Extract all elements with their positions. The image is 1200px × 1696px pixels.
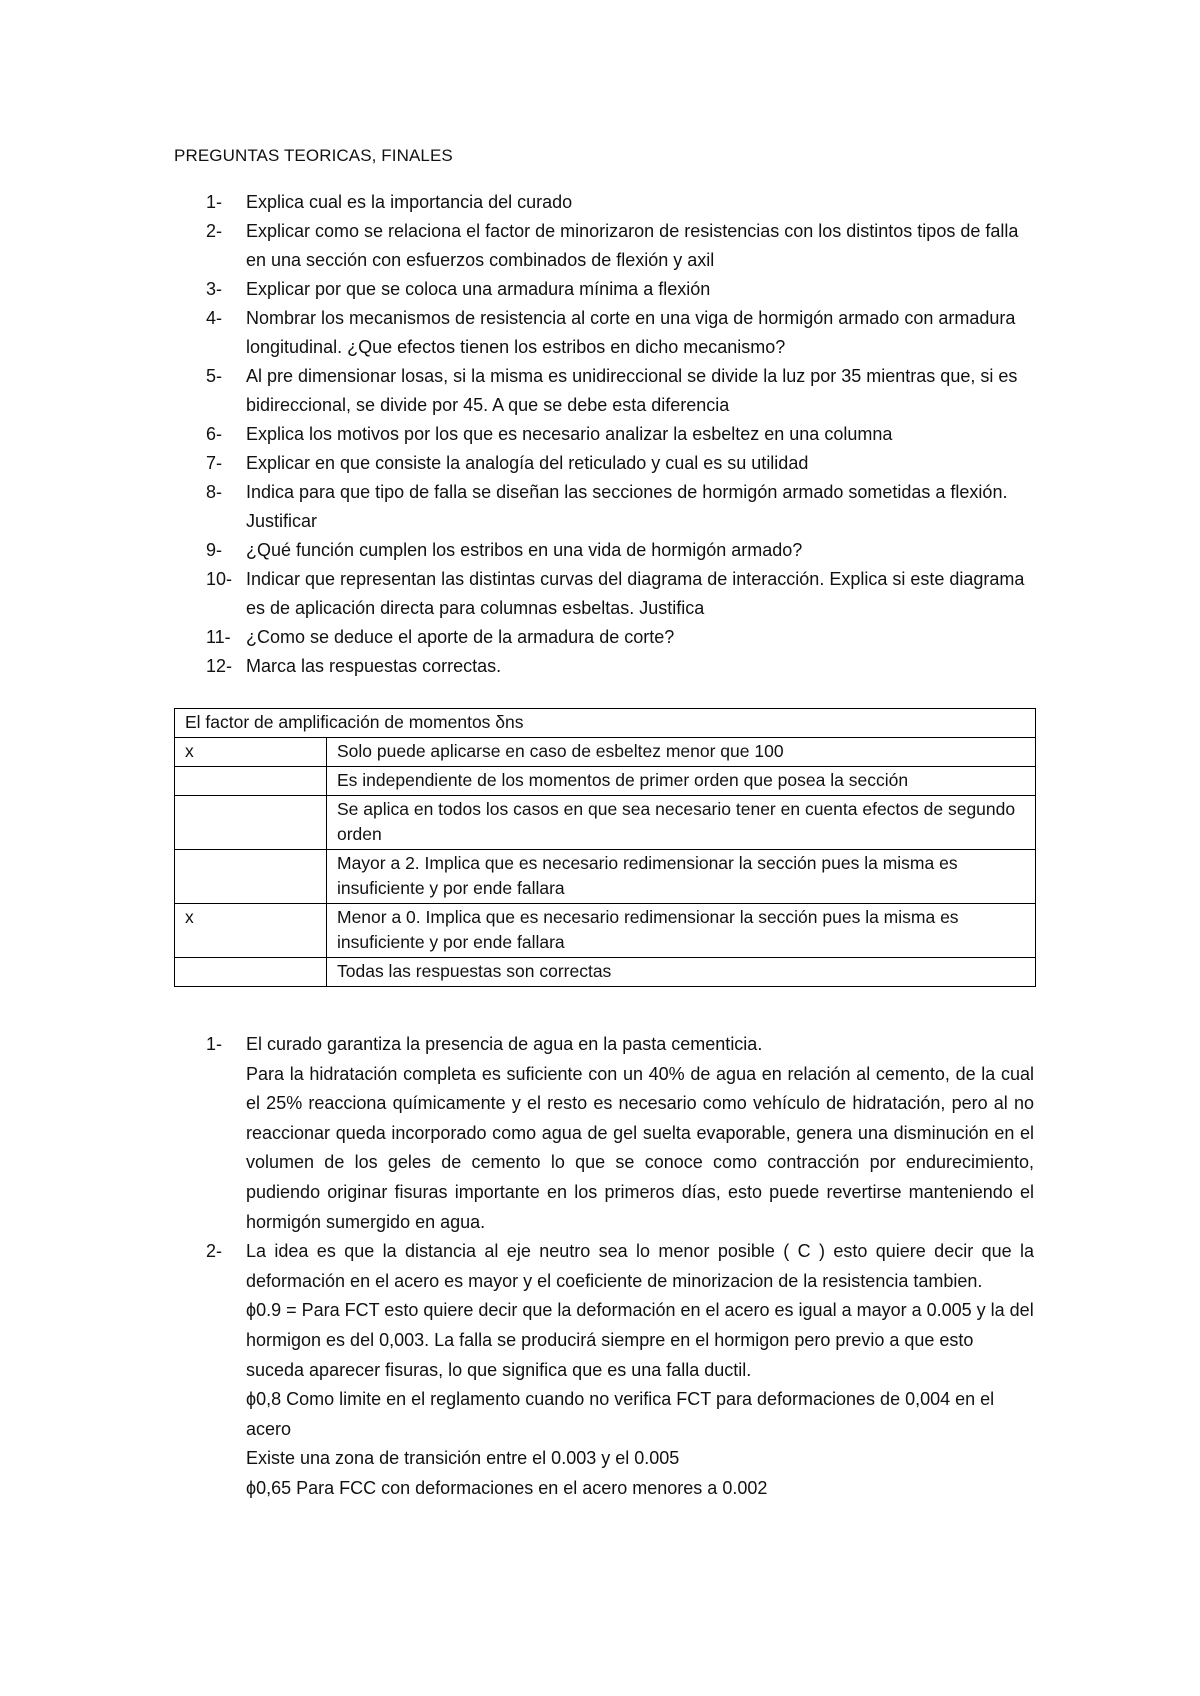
question-text: Explicar por que se coloca una armadura mínima a flexión [246,279,711,299]
answer-mark [175,767,327,796]
question-text: Indicar que representan las distintas curvas del diagrama de interacción. Explica si este diagrama es de aplicación directa para columnas esbeltas. Justifica [246,569,1025,618]
question-item [174,565,1034,623]
answer-paragraph: ϕ0.9 = Para FCT esto quiere decir que la deformación en el acero es igual a mayor a 0.005 y la del hormigon es del 0,003. La falla se producirá siempre en el hormigon pero previo a que esto suceda aparecer fisuras, lo que significa que es una falla ductil. [246,1300,1034,1380]
question-text: Nombrar los mecanismos de resistencia al corte en una viga de hormigón armado con armadura longitudinal. ¿Que efectos tienen los estribos en dicho mecanismo? [246,308,1016,357]
question-item [174,217,1034,275]
question-number: 3- [206,279,223,299]
question-text: Explica los motivos por los que es necesario analizar la esbeltez en una columna [246,424,893,444]
question-text: Marca las respuestas correctas. [246,656,502,676]
question-number: 6- [206,424,223,444]
table-row [175,796,1036,850]
answer-item [174,1237,1034,1503]
answer-number: 2- [206,1241,223,1262]
question-number: 1- [206,192,223,212]
page-title: PREGUNTAS TEORICAS, FINALES [174,146,453,165]
table-header: El factor de amplificación de momentos δns [175,709,1036,738]
table-row [175,738,1036,767]
question-number: 4- [206,308,223,328]
question-text: Al pre dimensionar losas, si la misma es unidireccional se divide la luz por 35 mientras que, si es bidireccional, se divide por 45. A que se debe esta diferencia [246,366,1018,415]
answer-mark [175,850,327,904]
option-text: Todas las respuestas son correctas [327,958,1036,987]
table-row [175,850,1036,904]
table-header-row [175,709,1036,738]
question-item [174,536,1034,565]
question-number: 5- [206,366,223,386]
question-number: 10- [206,569,233,589]
question-number: 9- [206,540,223,560]
question-number: 12- [206,656,233,676]
answer-item [174,1030,1034,1237]
question-text: ¿Qué función cumplen los estribos en una vida de hormigón armado? [246,540,803,560]
multiple-choice-table [174,708,1036,987]
question-item [174,304,1034,362]
question-item [174,420,1034,449]
answer-paragraph: La idea es que la distancia al eje neutro sea lo menor posible ( C ) esto quiere decir que la deformación en el acero es mayor y el coeficiente de minorizacion de la resistencia tambien. [246,1241,1034,1291]
question-text: Explica cual es la importancia del curado [246,192,573,212]
answer-number: 1- [206,1034,223,1054]
question-text: Indica para que tipo de falla se diseñan las secciones de hormigón armado sometidas a flexión. Justificar [246,482,1008,531]
question-text: ¿Como se deduce el aporte de la armadura de corte? [246,627,675,647]
question-item [174,478,1034,536]
answer-paragraph: ϕ0,65 Para FCC con deformaciones en el acero menores a 0.002 [246,1477,768,1498]
question-item [174,623,1034,652]
answer-mark: x [175,904,327,958]
answer-mark [175,958,327,987]
option-text: Mayor a 2. Implica que es necesario redimensionar la sección pues la misma es insuficiente y por ende fallara [327,850,1036,904]
option-text: Es independiente de los momentos de primer orden que posea la sección [327,767,1036,796]
question-number: 11- [206,627,231,647]
questions-list [174,188,1034,681]
question-number: 7- [206,453,223,473]
question-number: 2- [206,221,223,241]
answer-paragraph: ϕ0,8 Como limite en el reglamento cuando no verifica FCT para deformaciones de 0,004 en el acero [246,1389,995,1439]
answer-paragraph: Para la hidratación completa es suficiente con un 40% de agua en relación al cemento, de la cual el 25% reacciona químicamente y el resto es necesario como vehículo de hidratación, pero al no reaccionar queda incorporado como agua de gel suelta evaporable, genera una disminución en el volumen de los geles de cemento lo que se conoce como contracción por endurecimiento, pudiendo originar fisuras importante en los primeros días, esto puede revertirse manteniendo el hormigón sumergido en agua. [246,1063,1034,1232]
table-row [175,958,1036,987]
option-text: Solo puede aplicarse en caso de esbeltez menor que 100 [327,738,1036,767]
answer-mark [175,796,327,850]
answer-mark: x [175,738,327,767]
question-item [174,449,1034,478]
question-text: Explicar como se relaciona el factor de minorizaron de resistencias con los distintos tipos de falla en una sección con esfuerzos combinados de flexión y axil [246,221,1019,270]
question-text: Explicar en que consiste la analogía del reticulado y cual es su utilidad [246,453,809,473]
question-item [174,188,1034,217]
question-item [174,275,1034,304]
table-row [175,904,1036,958]
answer-paragraph: Existe una zona de transición entre el 0.003 y el 0.005 [246,1448,680,1469]
option-text: Menor a 0. Implica que es necesario redimensionar la sección pues la misma es insuficiente y por ende fallara [327,904,1036,958]
answers-list [174,1030,1034,1504]
option-text: Se aplica en todos los casos en que sea necesario tener en cuenta efectos de segundo orden [327,796,1036,850]
question-item [174,362,1034,420]
answer-paragraph: El curado garantiza la presencia de agua en la pasta cementicia. [246,1034,763,1054]
table-row [175,767,1036,796]
question-number: 8- [206,482,223,502]
question-item [174,652,1034,681]
